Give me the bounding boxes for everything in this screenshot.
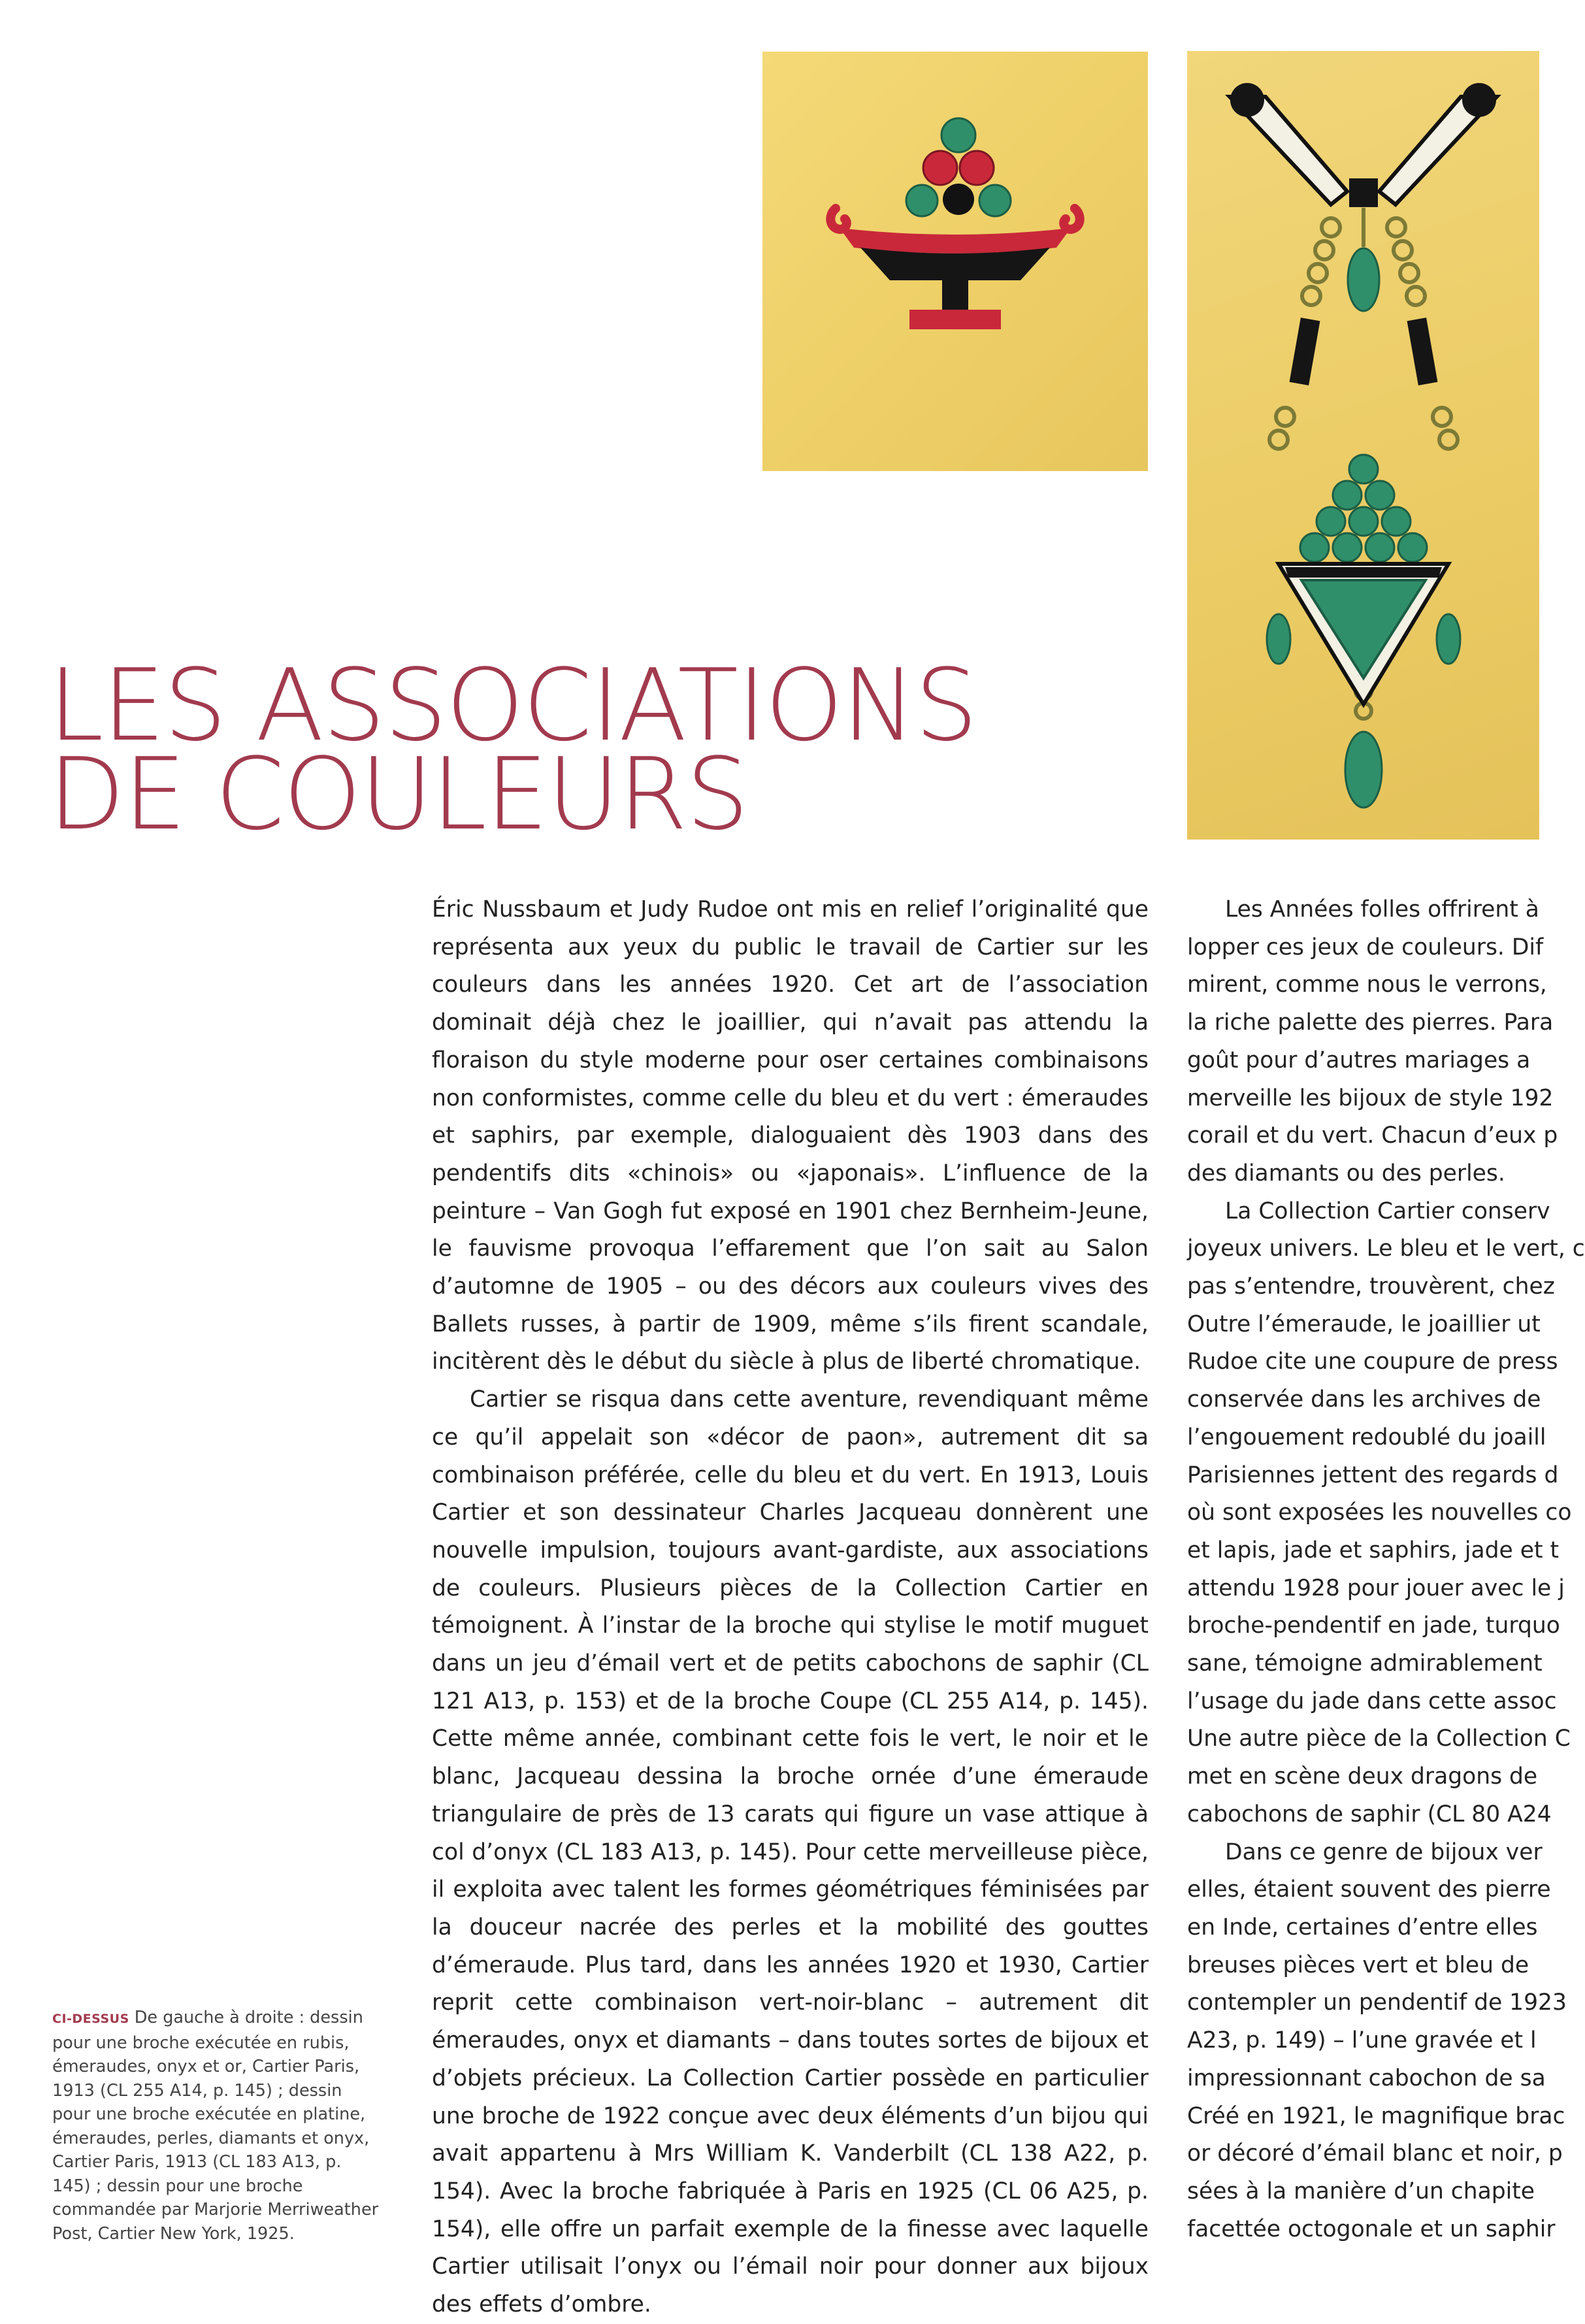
onyx-top-right xyxy=(1462,83,1496,117)
onyx-band xyxy=(1285,567,1442,578)
text-line: où sont exposées les nouvelles co xyxy=(1187,1499,1572,1526)
text-line: contempler un pendentif de 1923 xyxy=(1187,1989,1567,2016)
image-caption xyxy=(52,2006,379,2246)
cabochon-onyx xyxy=(943,184,974,215)
onyx-baguette-left xyxy=(1290,318,1320,385)
text-line: facettée octogonale et un saphir xyxy=(1187,2216,1556,2242)
brooch-coupe-drawing xyxy=(762,52,1148,471)
text-line: breuses pièces vert et bleu de xyxy=(1187,1952,1529,1978)
page-title xyxy=(48,647,977,852)
text-line: la riche palette des pierres. Para xyxy=(1187,1009,1554,1036)
text-line: lopper ces jeux de couleurs. Dif xyxy=(1187,934,1544,960)
text-line: Créé en 1921, le magnifique brac xyxy=(1187,2103,1565,2129)
text-line: attendu 1928 pour jouer avec le j xyxy=(1187,1575,1565,1601)
text-line: goût pour d’autres mariages a xyxy=(1187,1047,1531,1073)
emerald-drop-left xyxy=(1267,614,1290,664)
emerald-drop-right xyxy=(1437,614,1460,664)
title-line-2: DE COULEURS xyxy=(48,736,748,852)
text-line: sane, témoigne admirablement xyxy=(1187,1650,1543,1677)
text-line: elles, étaient souvent des pierre xyxy=(1187,1876,1551,1903)
emerald-drop-bottom xyxy=(1345,732,1382,808)
text-line: broche-pendentif en jade, turquo xyxy=(1187,1612,1560,1639)
text-line: cabochons de saphir (CL 80 A24 xyxy=(1187,1801,1552,1827)
cabochon-ruby xyxy=(923,151,957,185)
text-line: conservée dans les archives de xyxy=(1187,1386,1541,1413)
text-line: Rudoe cite une coupure de press xyxy=(1187,1349,1558,1375)
cabochon-ruby xyxy=(960,151,994,185)
cabochon-emerald xyxy=(979,185,1011,216)
text-line: l’engouement redoublé du joaill xyxy=(1187,1424,1546,1450)
cup-left-scroll xyxy=(830,208,847,229)
text-line: l’usage du jade dans cette assoc xyxy=(1187,1688,1557,1714)
emerald-drop-top xyxy=(1348,248,1379,311)
cabochon-emerald xyxy=(941,118,975,152)
text-line: des diamants ou des perles. xyxy=(1187,1160,1505,1187)
onyx-baguette-right xyxy=(1407,318,1438,385)
paragraph: Cartier se risqua dans cette aventure, revendiquant même ce qu’il appelait son «décor de paon», autrement dit sa combinaison préférée, celle du bleu et du vert. En 1913, Louis Cartier et son dessinateur Charles Jacqueau donnèrent une nouvelle impulsion, toujours avant-gardiste, aux associations de couleurs. Plusieurs pièces de la Collection Cartier en témoignent. À l’instar de la broche qui stylise le motif muguet dans un jeu d’émail vert et de petits cabochons de saphir (CL 121 A13, p. 153) et de la broche Coupe (CL 255 A14, p. 145). Cette même année, combinant cette fois le vert, le noir et le blanc, Jacqueau dessina la broche ornée d’une émeraude triangulaire de près de 13 carats qui figure un vase attique à col d’onyx (CL 183 A13, p. 145). Pour cette merveilleuse pièce, il exploita avec talent les formes géométriques féminisées par la douceur nacrée des perles et la mobilité des gouttes d’émeraude. Plus tard, dans les années 1920 et 1930, Cartier reprit cette combinaison vert-noir-blanc – autrement dit émeraudes, onyx et diamants – dans toutes sortes de bijoux et d’objets précieux. La Collection Cartier possède en particulier une broche de 1922 conçue avec deux éléments d’un bijou qui avait appartenu à Mrs William K. Vanderbilt (CL 138 A22, p. 154). Avec la broche fabriquée à Paris en 1925 (CL 06 A25, p. 154), elle offre un parfait exemple de la finesse avec laquelle Cartier utilisait l’onyx ou l’émail noir pour donner aux bijoux des effets d’ombre. xyxy=(432,1386,1149,2318)
body-column-2 xyxy=(1187,891,1585,2248)
cup-foot xyxy=(909,310,1001,329)
paragraph: Éric Nussbaum et Judy Rudoe ont mis en relief l’originalité que représenta aux yeux du public le travail de Cartier sur les couleurs dans les années 1920. Cet art de l’association dominait déjà chez le joaillier, qui n’avait pas attendu la floraison du style moderne pour oser certaines combinaisons non conformistes, comme celle du bleu et du vert : émeraudes et saphirs, par exemple, dialoguaient dès 1903 dans des pendentifs dits «chinois» ou «japonais». L’influence de la peinture – Van Gogh fut exposé en 1901 chez Bernheim-Jeune, le fauvisme provoqua l’effarement que l’on sait au Salon d’automne de 1905 – ou des décors aux couleurs vives des Ballets russes, à partir de 1909, même s’ils firent scandale, incitèrent dès le début du siècle à plus de liberté chromatique. xyxy=(432,896,1149,1375)
body-column-1 xyxy=(432,891,1149,2324)
text-line: met en scène deux dragons de xyxy=(1187,1763,1538,1790)
pendant-brooch-drawing xyxy=(1187,51,1539,840)
text-line: A23, p. 149) – l’une gravée et l xyxy=(1187,2027,1537,2054)
pendant-brooch-svg xyxy=(1187,51,1539,840)
caption-text: De gauche à droite : dessin pour une broche exécutée en rubis, émeraudes, onyx et or, Cartier Paris, 1913 (CL 255 A14, p. 145) ; dessin pour une broche exécutée en platine, émeraudes, perles, diamants et onyx, Cartier Paris, 1913 (CL 183 A13, p. 145) ; dessin pour une broche commandée par Marjorie Merriweather Post, Cartier New York, 1925. xyxy=(52,2008,379,2244)
text-line: impressionnant cabochon de sa xyxy=(1187,2065,1546,2091)
cabochon-emerald xyxy=(906,185,938,216)
text-line: mirent, comme nous le verrons, xyxy=(1187,972,1547,998)
text-line: Dans ce genre de bijoux ver xyxy=(1225,1839,1543,1865)
emerald-pyramid xyxy=(1300,455,1427,562)
text-line: merveille les bijoux de style 192 xyxy=(1187,1085,1554,1111)
onyx-center-square xyxy=(1349,178,1378,207)
text-line: Les Années folles offrirent à xyxy=(1225,896,1539,923)
text-line: Parisiennes jettent des regards d xyxy=(1187,1462,1559,1488)
cup-stem xyxy=(942,279,968,312)
text-line: et lapis, jade et saphirs, jade et t xyxy=(1187,1537,1559,1563)
caption-label: CI-DESSUS xyxy=(52,2012,129,2026)
text-line: pas s’entendre, trouvèrent, chez xyxy=(1187,1273,1555,1300)
text-line: Outre l’émeraude, le joaillier ut xyxy=(1187,1311,1541,1337)
text-line: joyeux univers. Le bleu et le vert, c xyxy=(1187,1236,1585,1262)
cup-right-scroll xyxy=(1064,208,1080,229)
title-line-1: LES ASSOCIATIONS xyxy=(48,647,977,763)
text-line: or décoré d’émail blanc et noir, p xyxy=(1187,2140,1563,2167)
text-line: corail et du vert. Chacun d’eux p xyxy=(1187,1122,1558,1149)
text-line: Une autre pièce de la Collection C xyxy=(1187,1726,1571,1752)
onyx-top-left xyxy=(1230,83,1264,117)
text-line: en Inde, certaines d’entre elles xyxy=(1187,1914,1538,1940)
brooch-coupe-svg xyxy=(762,52,1148,471)
text-line: La Collection Cartier conserv xyxy=(1225,1198,1550,1224)
text-line: sées à la manière d’un chapite xyxy=(1187,2178,1535,2204)
